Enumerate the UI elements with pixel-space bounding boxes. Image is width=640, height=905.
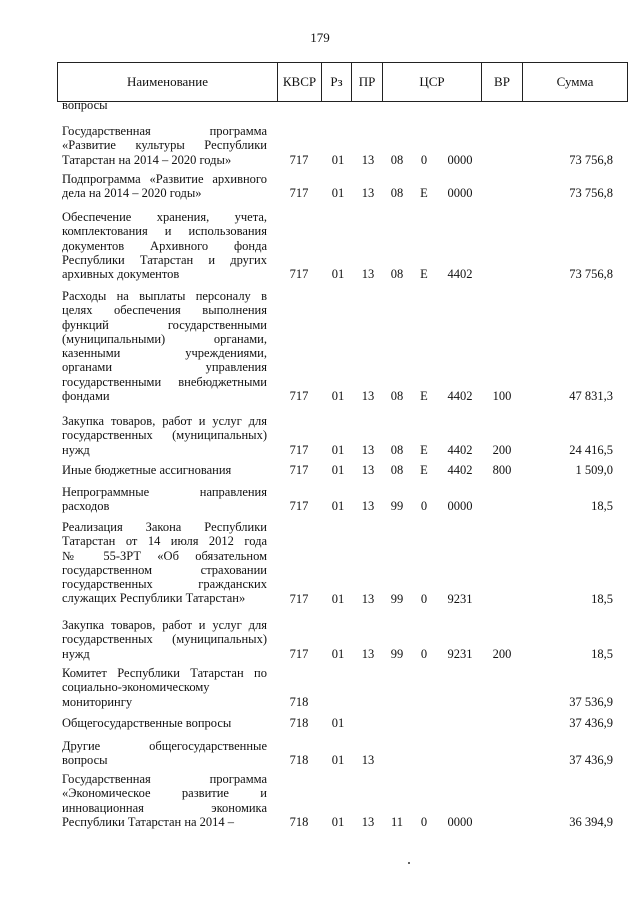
cell-rz: 01 bbox=[331, 442, 345, 457]
cell-pr: 13 bbox=[361, 591, 375, 606]
row-name-line: государственными внебюджетными bbox=[62, 374, 267, 389]
row-name-line: мониторингу bbox=[62, 694, 133, 709]
row-name-line: «Экономическое развитие и bbox=[62, 786, 267, 801]
cell-pr: 13 bbox=[361, 389, 375, 404]
row-name-line: нужд bbox=[62, 442, 90, 457]
cell-csr1: 08 bbox=[390, 267, 404, 282]
cell-sum: 73 756,8 bbox=[569, 186, 613, 201]
cell-rz: 01 bbox=[331, 267, 345, 282]
cell-csr1: 08 bbox=[390, 186, 404, 201]
cell-kvsr: 718 bbox=[289, 716, 309, 730]
header-rz: Рз bbox=[322, 63, 352, 102]
row-name-line: № 55-ЗРТ «Об обязательном bbox=[62, 548, 267, 563]
page-number: 179 bbox=[310, 30, 330, 45]
cell-csr3: 9231 bbox=[447, 591, 473, 606]
header-vr: ВР bbox=[482, 63, 523, 102]
cell-vr: 200 bbox=[492, 442, 512, 457]
row-name bbox=[62, 666, 267, 709]
cell-csr2: Е bbox=[420, 463, 428, 477]
row-name-line: документов Архивного фонда bbox=[62, 238, 267, 253]
cell-sum: 18,5 bbox=[591, 591, 613, 606]
cell-rz: 01 bbox=[331, 716, 345, 730]
row-name-line: государственном страховании bbox=[62, 562, 267, 577]
cell-kvsr: 718 bbox=[289, 814, 309, 829]
row-name bbox=[62, 414, 267, 457]
cell-csr3: 0000 bbox=[447, 186, 473, 201]
row-name-line: вопросы bbox=[62, 753, 108, 768]
row-name-line: архивных документов bbox=[62, 267, 180, 282]
row-name bbox=[62, 98, 267, 112]
row-name-line: государственных (муниципальных) bbox=[62, 632, 267, 647]
row-name-line: Республики Татарстан на 2014 – bbox=[62, 814, 235, 829]
cell-csr1: 08 bbox=[390, 442, 404, 457]
cell-vr: 100 bbox=[492, 389, 512, 404]
row-name-line: комплектования и использования bbox=[62, 224, 267, 239]
row-name-line: Государственная программа bbox=[62, 772, 267, 786]
cell-vr: 200 bbox=[492, 646, 512, 661]
cell-csr1: 08 bbox=[390, 152, 404, 167]
cell-csr3: 0000 bbox=[447, 814, 473, 829]
cell-pr: 13 bbox=[361, 442, 375, 457]
cell-csr3: 9231 bbox=[447, 646, 473, 661]
cell-kvsr: 718 bbox=[289, 694, 309, 709]
row-name-line: Реализация Закона Республики bbox=[62, 520, 267, 534]
row-name-line: Татарстан на 2014 – 2020 годы» bbox=[62, 152, 232, 167]
header-csr: ЦСР bbox=[383, 63, 482, 102]
cell-csr1: 99 bbox=[390, 591, 404, 606]
cell-sum: 37 436,9 bbox=[569, 753, 613, 768]
cell-sum: 47 831,3 bbox=[569, 389, 613, 404]
cell-csr3: 4402 bbox=[447, 267, 473, 282]
cell-csr2: 0 bbox=[420, 152, 428, 167]
row-name bbox=[62, 772, 267, 829]
row-name bbox=[62, 520, 267, 606]
cell-sum: 1 509,0 bbox=[575, 463, 613, 477]
row-name-line: функций государственными bbox=[62, 317, 267, 332]
row-name-line: государственных гражданских bbox=[62, 577, 267, 592]
cell-csr2: Е bbox=[420, 442, 428, 457]
cell-sum: 37 436,9 bbox=[569, 716, 613, 730]
cell-csr3: 4402 bbox=[447, 442, 473, 457]
row-name-line: государственных (муниципальных) bbox=[62, 428, 267, 443]
row-name-line: Расходы на выплаты персоналу в bbox=[62, 289, 267, 303]
cell-pr: 13 bbox=[361, 646, 375, 661]
cell-rz: 01 bbox=[331, 463, 345, 477]
cell-csr3: 0000 bbox=[447, 499, 473, 514]
row-name-line: Закупка товаров, работ и услуг для bbox=[62, 414, 267, 428]
header-pr: ПР bbox=[352, 63, 383, 102]
row-name-line: (муниципальными) органами, bbox=[62, 331, 267, 346]
row-name-line: Подпрограмма «Развитие архивного bbox=[62, 172, 267, 186]
cell-pr: 13 bbox=[361, 499, 375, 514]
cell-sum: 18,5 bbox=[591, 646, 613, 661]
cell-sum: 36 394,9 bbox=[569, 814, 613, 829]
cell-csr2: 0 bbox=[420, 499, 428, 514]
cell-csr2: 0 bbox=[420, 814, 428, 829]
cell-csr1: 08 bbox=[390, 463, 404, 477]
row-name-line: Государственная программа bbox=[62, 124, 267, 138]
row-name-line: Республики Татарстан и других bbox=[62, 252, 267, 267]
row-name bbox=[62, 739, 267, 768]
row-name-line: Комитет Республики Татарстан по bbox=[62, 666, 267, 680]
cell-kvsr: 717 bbox=[289, 186, 309, 201]
row-name-line: Татарстан от 14 июля 2012 года bbox=[62, 534, 267, 549]
cell-pr: 13 bbox=[361, 463, 375, 477]
cell-rz: 01 bbox=[331, 591, 345, 606]
cell-csr2: 0 bbox=[420, 646, 428, 661]
cell-pr: 13 bbox=[361, 753, 375, 768]
cell-kvsr: 717 bbox=[289, 442, 309, 457]
cell-kvsr: 717 bbox=[289, 591, 309, 606]
cell-pr: 13 bbox=[361, 152, 375, 167]
cell-csr3: 4402 bbox=[447, 463, 473, 477]
cell-sum: 24 416,5 bbox=[569, 442, 613, 457]
cell-sum: 73 756,8 bbox=[569, 152, 613, 167]
row-name-line: нужд bbox=[62, 646, 90, 661]
row-name-line: социально-экономическому bbox=[62, 680, 210, 695]
cell-rz: 01 bbox=[331, 152, 345, 167]
cell-kvsr: 717 bbox=[289, 152, 309, 167]
row-name-line: служащих Республики Татарстан» bbox=[62, 591, 246, 606]
row-name bbox=[62, 716, 267, 730]
cell-kvsr: 717 bbox=[289, 646, 309, 661]
row-name bbox=[62, 172, 267, 201]
cell-rz: 01 bbox=[331, 646, 345, 661]
row-name-line: Обеспечение хранения, учета, bbox=[62, 210, 267, 224]
cell-csr2: Е bbox=[420, 389, 428, 404]
row-name-line: целях обеспечения выполнения bbox=[62, 303, 267, 318]
cell-rz: 01 bbox=[331, 186, 345, 201]
cell-kvsr: 717 bbox=[289, 499, 309, 514]
row-name bbox=[62, 618, 267, 661]
cell-kvsr: 717 bbox=[289, 389, 309, 404]
header-kvsr: КВСР bbox=[278, 63, 322, 102]
cell-pr: 13 bbox=[361, 814, 375, 829]
cell-csr3: 0000 bbox=[447, 152, 473, 167]
row-name-line: дела на 2014 – 2020 годы» bbox=[62, 186, 202, 201]
cell-rz: 01 bbox=[331, 389, 345, 404]
cell-vr: 800 bbox=[492, 463, 512, 477]
row-name-line: расходов bbox=[62, 499, 110, 514]
row-name bbox=[62, 210, 267, 281]
row-name-line: фондами bbox=[62, 389, 110, 404]
cell-csr2: Е bbox=[420, 186, 428, 201]
row-name-line: органами управления bbox=[62, 360, 267, 375]
cell-csr2: 0 bbox=[420, 591, 428, 606]
header-name: Наименование bbox=[58, 63, 278, 102]
cell-csr1: 08 bbox=[390, 389, 404, 404]
cell-kvsr: 718 bbox=[289, 753, 309, 768]
cell-pr: 13 bbox=[361, 186, 375, 201]
cell-csr1: 99 bbox=[390, 499, 404, 514]
cell-sum: 18,5 bbox=[591, 499, 613, 514]
row-name-line: Иные бюджетные ассигнования bbox=[62, 463, 232, 477]
row-name bbox=[62, 289, 267, 403]
cell-sum: 37 536,9 bbox=[569, 694, 613, 709]
row-name-line: вопросы bbox=[62, 98, 108, 112]
row-name-line: Другие общегосударственные bbox=[62, 739, 267, 753]
row-name bbox=[62, 463, 267, 477]
row-name-line: Общегосударственные вопросы bbox=[62, 716, 232, 730]
cell-csr2: Е bbox=[420, 267, 428, 282]
row-name-line: Закупка товаров, работ и услуг для bbox=[62, 618, 267, 632]
row-name-line: инновационная экономика bbox=[62, 800, 267, 815]
cell-csr1: 11 bbox=[390, 814, 404, 829]
cell-sum: 73 756,8 bbox=[569, 267, 613, 282]
cell-kvsr: 717 bbox=[289, 267, 309, 282]
cell-rz: 01 bbox=[331, 814, 345, 829]
cell-rz: 01 bbox=[331, 753, 345, 768]
row-name bbox=[62, 124, 267, 167]
header-sum: Сумма bbox=[523, 63, 628, 102]
cell-csr1: 99 bbox=[390, 646, 404, 661]
row-name-line: казенными учреждениями, bbox=[62, 346, 267, 361]
cell-pr: 13 bbox=[361, 267, 375, 282]
row-name bbox=[62, 485, 267, 514]
row-name-line: Непрограммные направления bbox=[62, 485, 267, 499]
cell-kvsr: 717 bbox=[289, 463, 309, 477]
cell-rz: 01 bbox=[331, 499, 345, 514]
cell-csr3: 4402 bbox=[447, 389, 473, 404]
row-name-line: «Развитие культуры Республики bbox=[62, 138, 267, 153]
scan-speck bbox=[408, 862, 410, 864]
